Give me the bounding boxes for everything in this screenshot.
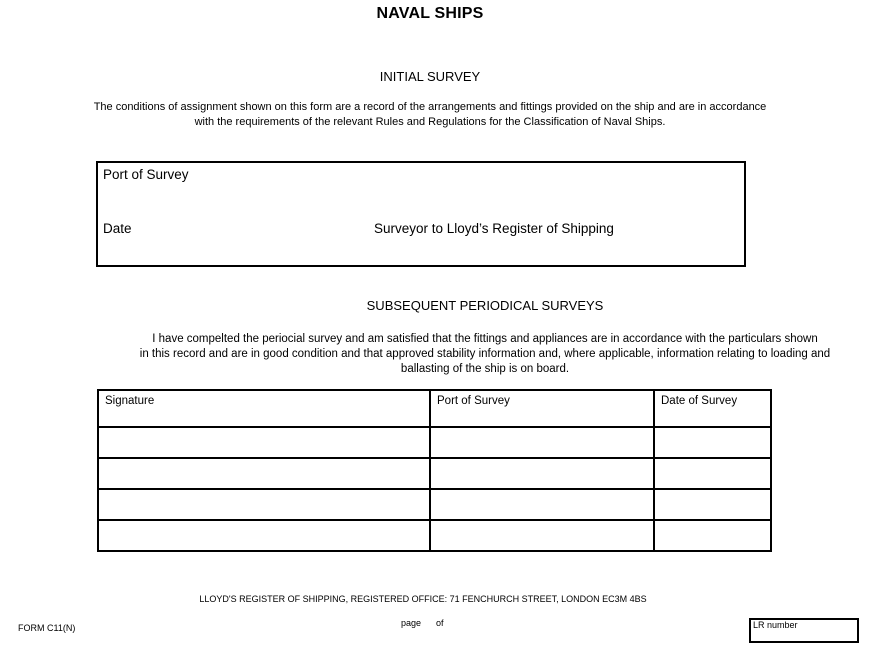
date-cell[interactable] <box>654 489 771 520</box>
form-code: FORM C11(N) <box>18 623 76 633</box>
periodical-text-line: in this record and are in good condition and that approved stability information and, where applicable, information relating to loading and <box>139 348 831 360</box>
lr-number-label: LR number <box>753 620 798 630</box>
table-row <box>98 489 771 520</box>
periodical-text-line: I have compelted the periocial survey and am satisfied that the fittings and appliances are in accordance with the particulars shown <box>152 333 818 345</box>
page-label: page <box>401 618 422 628</box>
initial-survey-box <box>96 161 746 267</box>
table-header-row <box>98 390 771 427</box>
column-header-date-of-survey: Date of Survey <box>654 390 771 427</box>
lr-number-box[interactable] <box>749 618 859 643</box>
of-label: of <box>436 618 444 628</box>
registered-office-text: LLOYD'S REGISTER OF SHIPPING, REGISTERED OFFICE: 71 FENCHURCH STREET, LONDON EC3M 4BS <box>199 594 647 604</box>
date-cell[interactable] <box>654 520 771 551</box>
signature-cell[interactable] <box>98 458 430 489</box>
periodical-surveys-text <box>100 332 870 377</box>
port-cell[interactable] <box>430 520 654 551</box>
surveyor-label: Surveyor to Lloyd’s Register of Shipping <box>374 221 614 236</box>
initial-survey-text-line: with the requirements of the relevant Rules and Regulations for the Classification of Naval Ships. <box>194 116 666 128</box>
table-row <box>98 427 771 458</box>
column-header-port-of-survey: Port of Survey <box>430 390 654 427</box>
table-row <box>98 520 771 551</box>
signature-cell[interactable] <box>98 520 430 551</box>
initial-survey-text <box>0 100 860 130</box>
page-title: NAVAL SHIPS <box>376 5 484 22</box>
port-cell[interactable] <box>430 489 654 520</box>
port-cell[interactable] <box>430 458 654 489</box>
port-cell[interactable] <box>430 427 654 458</box>
periodical-surveys-heading: SUBSEQUENT PERIODICAL SURVEYS <box>366 298 604 313</box>
port-of-survey-label: Port of Survey <box>103 167 189 182</box>
table-row <box>98 458 771 489</box>
column-header-signature: Signature <box>98 390 430 427</box>
initial-survey-heading: INITIAL SURVEY <box>379 69 481 84</box>
date-cell[interactable] <box>654 427 771 458</box>
date-cell[interactable] <box>654 458 771 489</box>
date-label: Date <box>103 221 132 236</box>
periodical-surveys-table <box>97 389 772 552</box>
initial-survey-text-line: The conditions of assignment shown on this form are a record of the arrangements and fittings provided on the ship and are in accordance <box>93 101 767 113</box>
periodical-text-line: ballasting of the ship is on board. <box>400 363 570 375</box>
signature-cell[interactable] <box>98 427 430 458</box>
signature-cell[interactable] <box>98 489 430 520</box>
